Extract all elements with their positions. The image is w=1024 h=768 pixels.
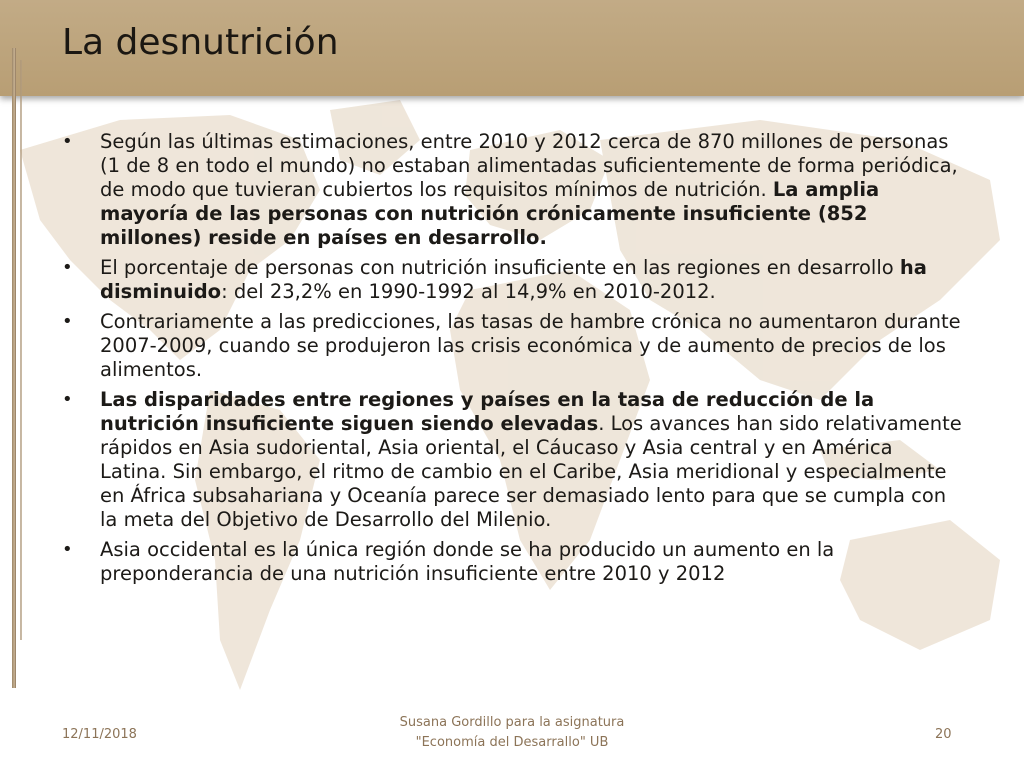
bullet-text-bold: La amplia mayoría de las personas con nutrición crónicamente insuficiente (852 millones) reside en países en desarrollo. [100, 178, 880, 249]
bullet-dot: • [62, 389, 73, 410]
bullet-item [62, 538, 962, 586]
bullet-text: Contrariamente a las predicciones, las tasas de hambre crónica no aumentaron durante 2007-2009, cuando se produjeron las crisis económica y de aumento de precios de los alimentos. [100, 310, 961, 381]
bullet-text: Según las últimas estimaciones, entre 2010 y 2012 cerca de 870 millones de personas (1 de 8 en todo el mundo) no estaban alimentadas suficientemente de forma periódica, de modo que tuvieran cubiertos los requisitos mínimos de nutrición. [100, 130, 958, 201]
footer-date: 12/11/2018 [62, 727, 137, 742]
bullet-dot: • [62, 311, 73, 332]
decorative-line [12, 48, 16, 688]
bullet-text: Asia occidental es la única región donde se ha producido un aumento en la preponderancia de una nutrición insuficiente entre 2010 y 2012 [100, 538, 835, 585]
bullet-text-bold: Las disparidades entre regiones y países en la tasa de reducción de la nutrición insuficiente siguen siendo elevadas [100, 388, 875, 435]
footer-author-line: Susana Gordillo para la asignatura [399, 715, 625, 730]
bullet-dot: • [62, 257, 73, 278]
footer-author [380, 713, 644, 753]
bullet-item [62, 130, 962, 250]
bullet-text: . Los avances han sido relativamente rápidos en Asia sudoriental, Asia oriental, el Cáucaso y Asia central y en América Latina. Sin embargo, el ritmo de cambio en el Caribe, Asia meridional y especialmente en África subsahariana y Oceanía parece ser demasiado lento para que se cumpla con la meta del Objetivo de Desarrollo del Milenio. [100, 412, 962, 531]
slide-title: La desnutrición [62, 22, 339, 63]
bullet-text: El porcentaje de personas con nutrición insuficiente en las regiones en desarrollo [100, 256, 900, 279]
bullet-list [62, 130, 962, 592]
bullet-text-bold: ha disminuido [100, 256, 927, 303]
bullet-item [62, 256, 962, 304]
page-number: 20 [935, 727, 952, 742]
bullet-item [62, 310, 962, 382]
bullet-dot: • [62, 131, 73, 152]
bullet-dot: • [62, 539, 73, 560]
bullet-item [62, 388, 962, 532]
bullet-text: : del 23,2% en 1990-1992 al 14,9% en 2010-2012. [221, 280, 716, 303]
footer-author-line: "Economía del Desarrallo" UB [415, 735, 609, 750]
decorative-line [20, 60, 22, 640]
